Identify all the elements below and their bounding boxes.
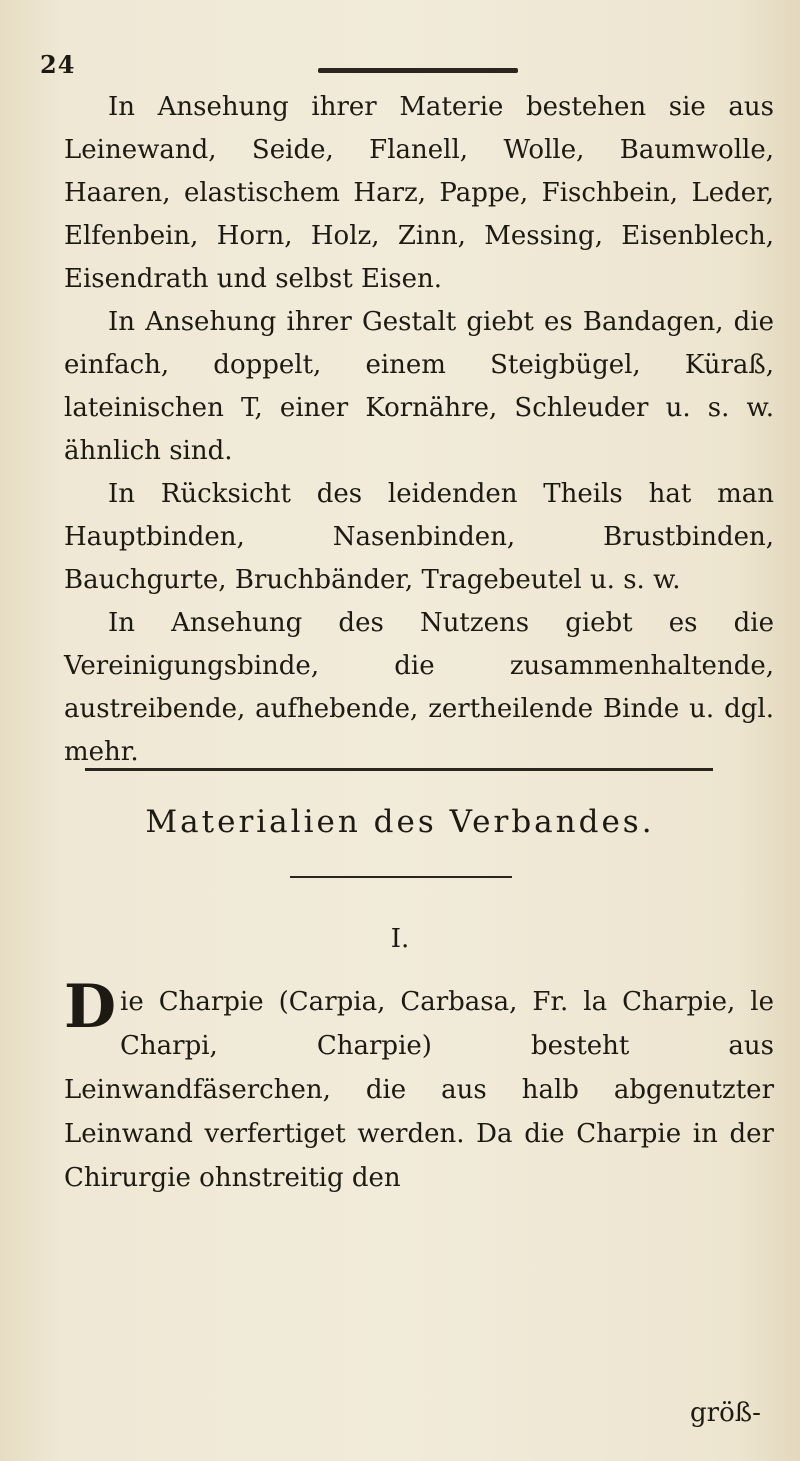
section-divider-top <box>85 768 713 771</box>
section-divider-bottom <box>290 876 512 878</box>
section-title: Materialien des Verbandes. <box>145 804 655 840</box>
section-body <box>64 972 774 1200</box>
paragraph-material: In Ansehung ihrer Materie bestehen sie aus Leinewand, Seide, Flanell, Wolle, Baumwolle, Haaren, elastischem Harz, Pappe, Fischbein, Leder, Elfenbein, Horn, Holz, Zinn, Messing, Eisenblech, Eisendrath und selbst Eisen. <box>64 92 774 294</box>
paragraph-body-part: In Rücksicht des leidenden Theils hat man Hauptbinden, Nasenbinden, Brustbinden, Bauchgurte, Bruchbänder, Tragebeutel u. s. w. <box>64 479 774 595</box>
section-numeral: I. <box>390 924 410 954</box>
body-text <box>64 86 774 774</box>
section-paragraph-text: ie Charpie (Carpia, Carbasa, Fr. la Charpie, le Charpi, Charpie) besteht aus Leinwandfäserchen, die aus halb abgenutzter Leinwand verfertiget werden. Da die Charpie in der Chirurgie ohnstreitig den <box>64 987 774 1193</box>
page-number: 24 <box>40 50 76 79</box>
paragraph-purpose: In Ansehung des Nutzens giebt es die Vereinigungsbinde, die zusammenhaltende, austreibende, aufhebende, zertheilende Binde u. dgl. mehr. <box>64 608 774 767</box>
header-rule <box>318 68 518 73</box>
drop-cap: D <box>64 972 117 1042</box>
paragraph-shape: In Ansehung ihrer Gestalt giebt es Bandagen, die einfach, doppelt, einem Steigbügel, Küraß, lateinischen T, einer Kornähre, Schleuder u. s. w. ähnlich sind. <box>64 307 774 466</box>
catchword: größ- <box>690 1398 761 1428</box>
